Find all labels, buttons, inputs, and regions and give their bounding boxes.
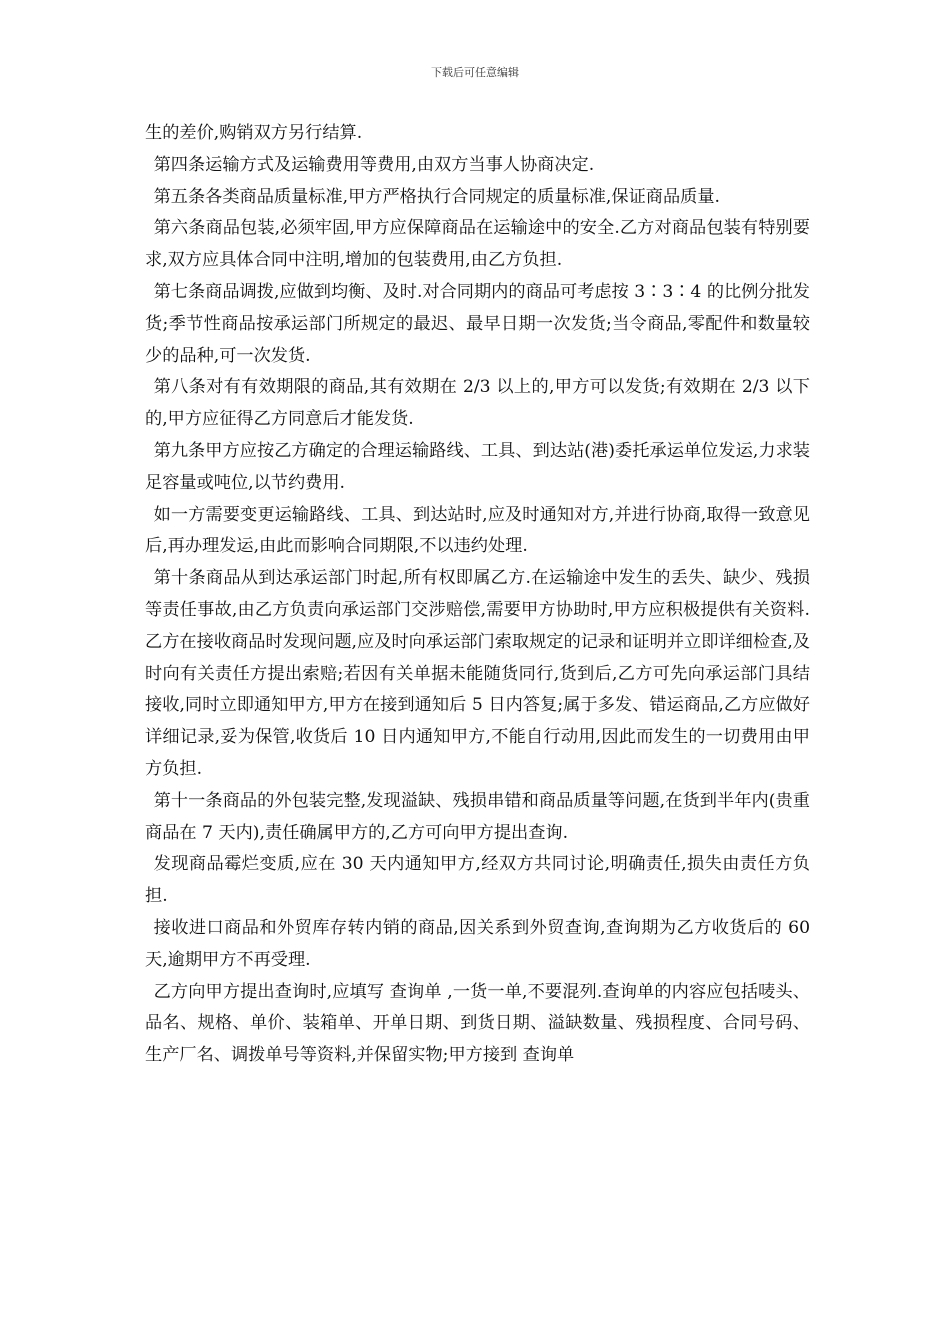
paragraph-1: 生的差价,购销双方另行结算.: [145, 123, 363, 143]
paragraph-article-6: 第六条商品包装,必须牢固,甲方应保障商品在运输途中的安全.乙方对商品包装有特别要求,双方应具体合同中注明,增加的包装费用,由乙方负担.: [145, 218, 810, 271]
paragraph-article-11-mildew: 发现商品霉烂变质,应在 30 天内通知甲方,经双方共同讨论,明确责任,损失由责任方负担.: [145, 854, 810, 907]
paragraph-article-7: 第七条商品调拨,应做到均衡、及时.对合同期内的商品可考虑按 3∶3∶4 的比例分批发货;季节性商品按承运部门所规定的最迟、最早日期一次发货;当令商品,零配件和数量较少的品种,可一次发货.: [145, 281, 810, 366]
paragraph-article-8: 第八条对有有效期限的商品,其有效期在 2/3 以上的,甲方可以发货;有效期在 2/3 以下的,甲方应征得乙方同意后才能发货.: [145, 377, 810, 430]
paragraph-article-10: 第十条商品从到达承运部门时起,所有权即属乙方.在运输途中发生的丢失、缺少、残损等责任事故,由乙方负责向承运部门交涉赔偿,需要甲方协助时,甲方应积极提供有关资料.乙方在接收商品时发现问题,应及时向承运部门索取规定的记录和证明并立即详细检查,及时向有关责任方提出索赔;若因有关单据未能随货同行,货到后,乙方可先向承运部门具结接收,同时立即通知甲方,甲方在接到通知后 5 日内答复;属于多发、错运商品,乙方应做好详细记录,妥为保管,收货后 10 日内通知甲方,不能自行动用,因此而发生的一切费用由甲方负担.: [145, 568, 810, 779]
paragraph-article-4: 第四条运输方式及运输费用等费用,由双方当事人协商决定.: [153, 154, 595, 175]
paragraph-article-11: 第十一条商品的外包装完整,发现溢缺、残损串错和商品质量等问题,在货到半年内(贵重商品在 7 天内),责任确属甲方的,乙方可向甲方提出查询.: [145, 790, 810, 843]
paragraph-article-9-supplement: 如一方需要变更运输路线、工具、到达站时,应及时通知对方,并进行协商,取得一致意见后,再办理发运,由此而影响合同期限,不以违约处理.: [145, 504, 810, 557]
paragraph-article-5: 第五条各类商品质量标准,甲方严格执行合同规定的质量标准,保证商品质量.: [153, 186, 720, 207]
page-header: 下载后可任意编辑: [431, 66, 519, 79]
document-body: [145, 118, 810, 1072]
paragraph-article-11-inquiry: 乙方向甲方提出查询时,应填写 查询单 ,一货一单,不要混列.查询单的内容应包括唛头、品名、规格、单价、装箱单、开单日期、到货日期、溢缺数量、残损程度、合同号码、生产厂名、调拨单号等资料,并保留实物;甲方接到 查询单: [145, 981, 810, 1066]
paragraph-article-11-imports: 接收进口商品和外贸库存转内销的商品,因关系到外贸查询,查询期为乙方收货后的 60 天,逾期甲方不再受理.: [145, 917, 810, 970]
paragraph-article-9: 第九条甲方应按乙方确定的合理运输路线、工具、到达站(港)委托承运单位发运,力求装足容量或吨位,以节约费用.: [145, 440, 810, 493]
